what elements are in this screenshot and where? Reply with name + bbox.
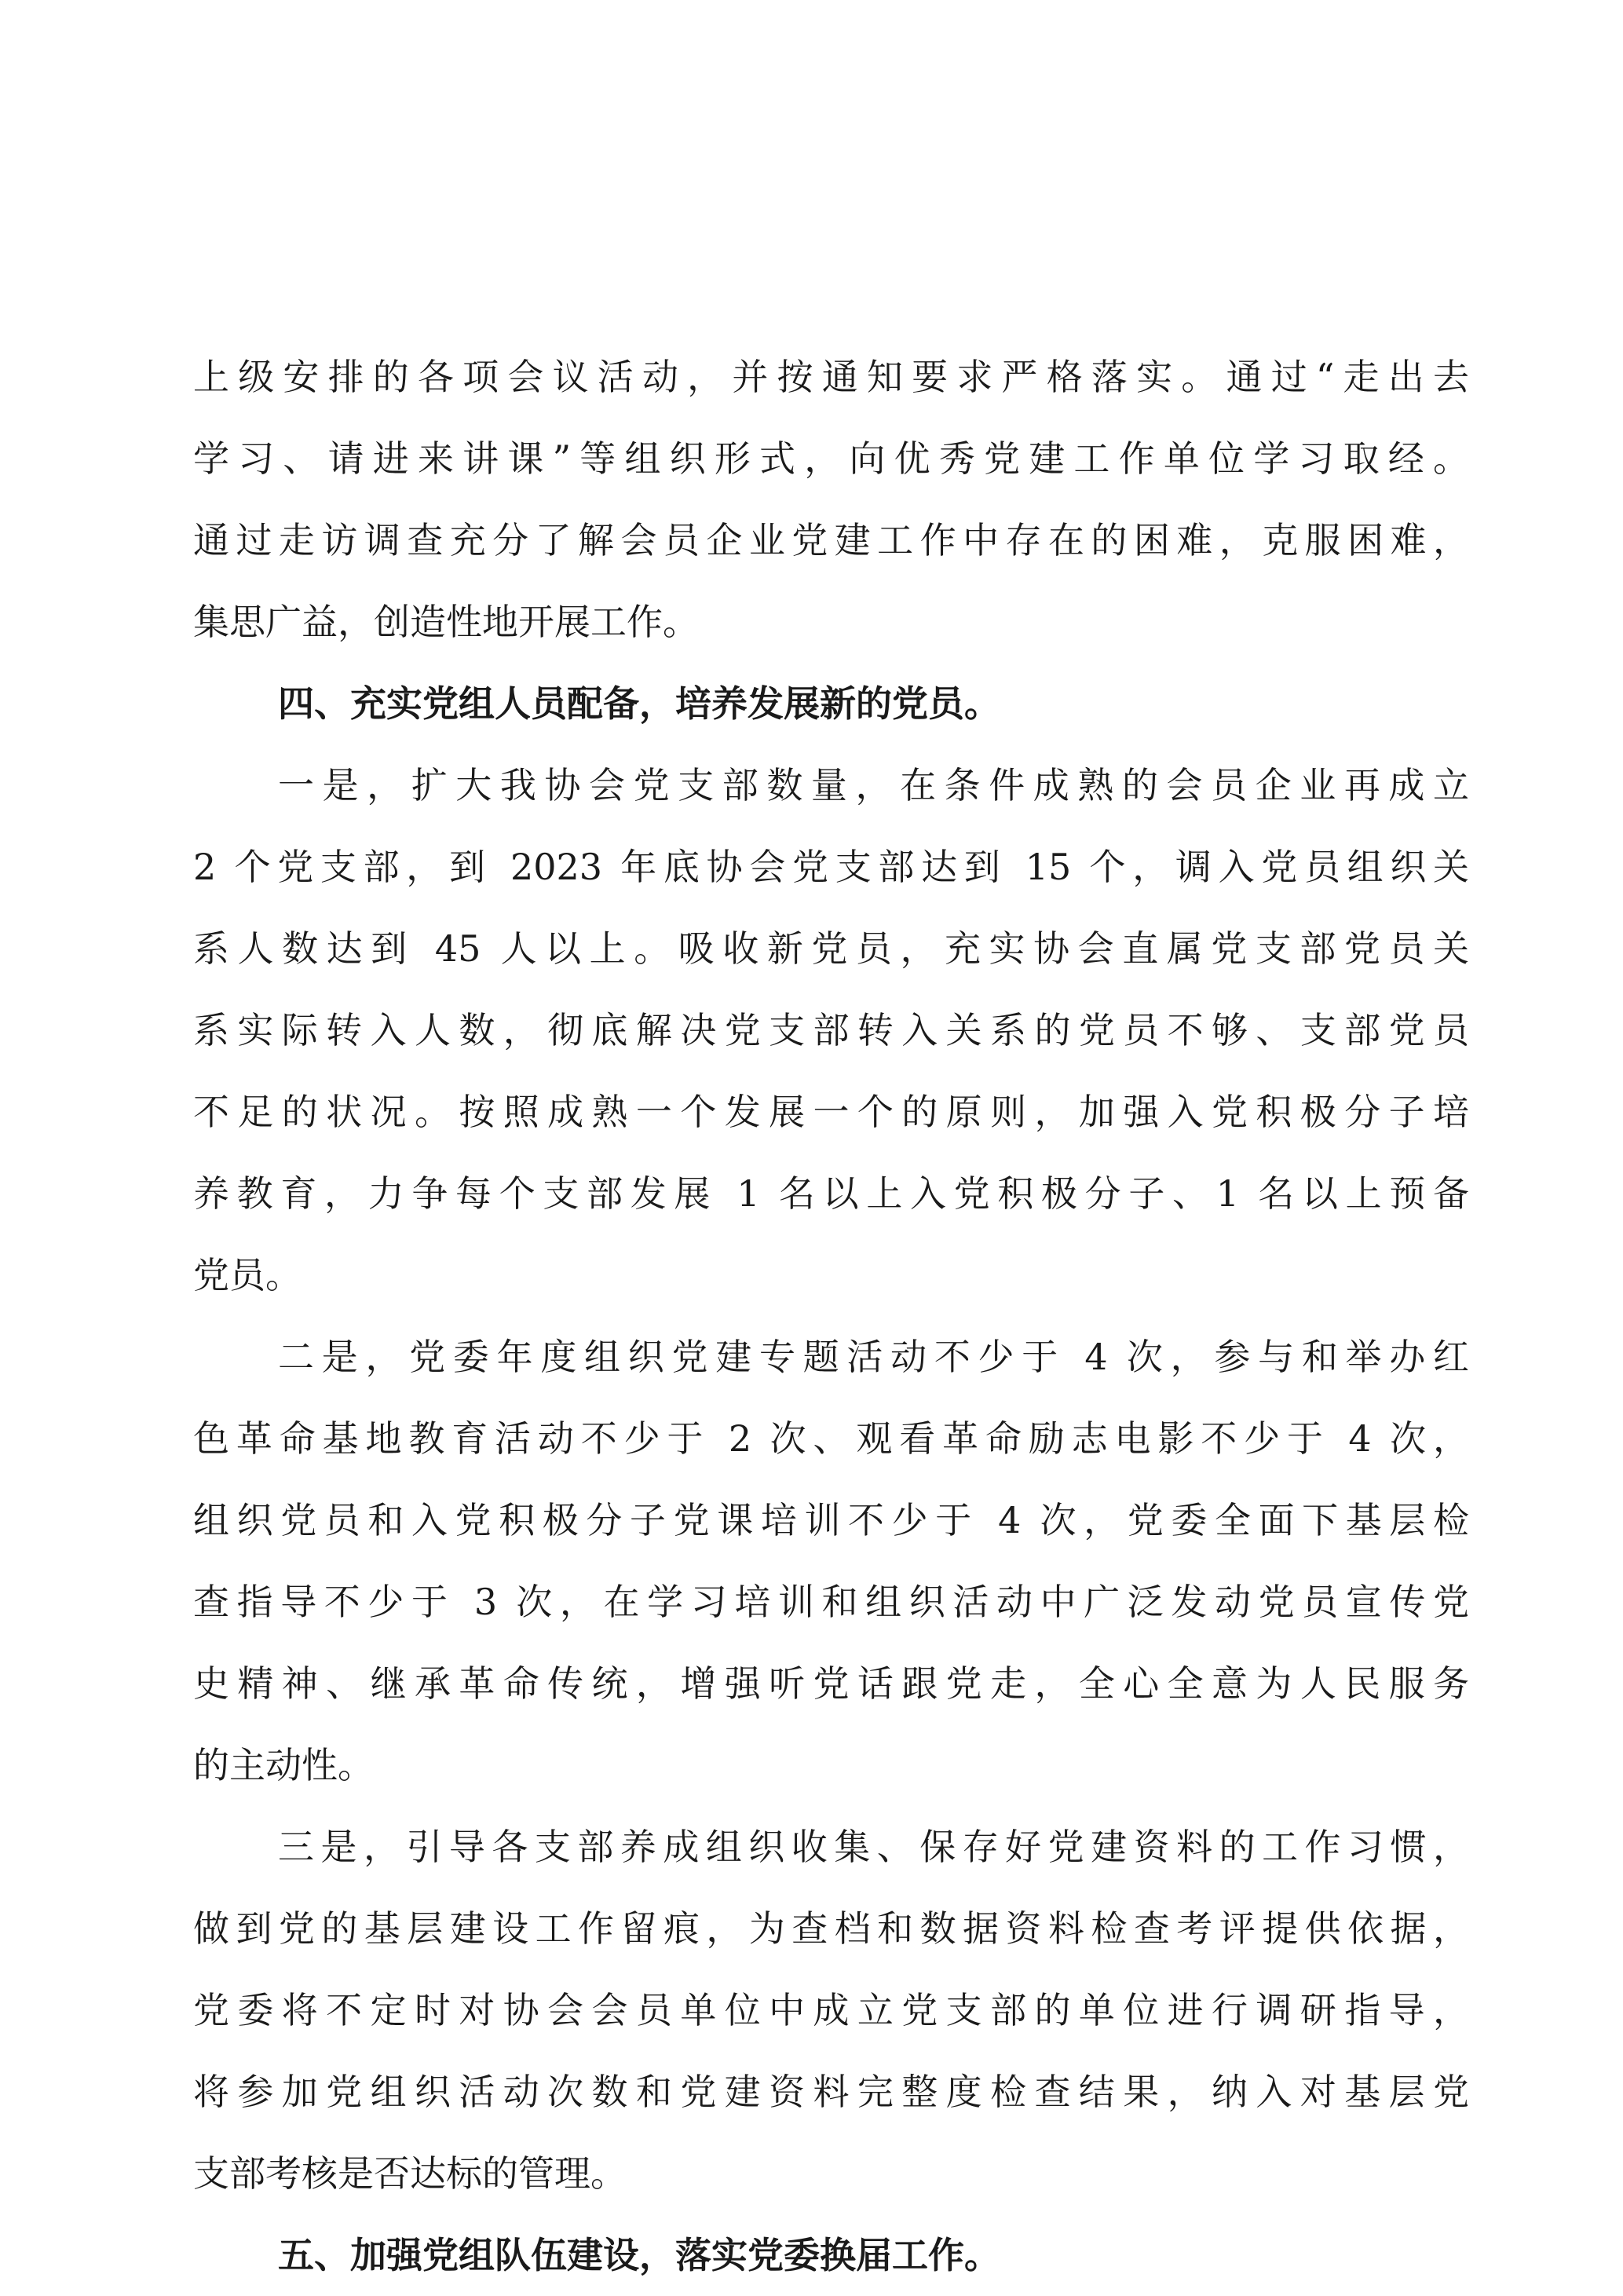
body-line: 史精神、继承革命传统，增强听党话跟党走，全心全意为人民服务 (193, 1662, 1469, 1705)
body-line: 将参加党组织活动次数和党建资料完整度检查结果，纳入对基层党 (193, 2071, 1469, 2113)
body-line: 集思广益，创造性地开展工作。 (193, 601, 699, 643)
body-line: 组织党员和入党积极分子党课培训不少于 4 次，党委全面下基层检 (193, 1499, 1469, 1541)
body-line: 支部考核是否达标的管理。 (193, 2152, 627, 2195)
body-line: 查指导不少于 3 次，在学习培训和组织活动中广泛发动党员宣传党 (193, 1581, 1469, 1623)
section-heading-four: 四、充实党组人员配备，培养发展新的党员。 (278, 682, 1000, 725)
body-line: 养教育，力争每个支部发展 1 名以上入党积极分子、1 名以上预备 (193, 1172, 1469, 1215)
body-line: 上级安排的各项会议活动，并按通知要求严格落实。通过“走出去 (193, 356, 1469, 398)
body-line: 二是，党委年度组织党建专题活动不少于 4 次，参与和举办红 (278, 1336, 1469, 1378)
body-line: 系实际转入人数，彻底解决党支部转入关系的党员不够、支部党员 (193, 1009, 1469, 1051)
body-line: 系人数达到 45 人以上。吸收新党员，充实协会直属党支部党员关 (193, 927, 1469, 970)
body-line: 的主动性。 (193, 1744, 374, 1786)
body-line: 不足的状况。按照成熟一个发展一个的原则，加强入党积极分子培 (193, 1091, 1469, 1133)
document-body (193, 336, 1469, 2296)
body-line: 党员。 (193, 1254, 302, 1296)
body-line: 通过走访调查充分了解会员企业党建工作中存在的困难，克服困难， (193, 519, 1469, 561)
body-line: 学习、请进来讲课”等组织形式，向优秀党建工作单位学习取经。 (193, 437, 1469, 480)
body-line: 2 个党支部，到 2023 年底协会党支部达到 15 个，调入党员组织关 (193, 846, 1469, 888)
body-line: 色革命基地教育活动不少于 2 次、观看革命励志电影不少于 4 次， (193, 1417, 1469, 1460)
body-line: 三是，引导各支部养成组织收集、保存好党建资料的工作习惯， (278, 1826, 1469, 1868)
body-line: 党委将不定时对协会会员单位中成立党支部的单位进行调研指导， (193, 1989, 1469, 2031)
section-heading-five: 五、加强党组队伍建设，落实党委换届工作。 (278, 2234, 1000, 2276)
body-line: 一是，扩大我协会党支部数量，在条件成熟的会员企业再成立 (278, 764, 1469, 806)
body-line: 做到党的基层建设工作留痕，为查档和数据资料检查考评提供依据， (193, 1907, 1469, 1950)
